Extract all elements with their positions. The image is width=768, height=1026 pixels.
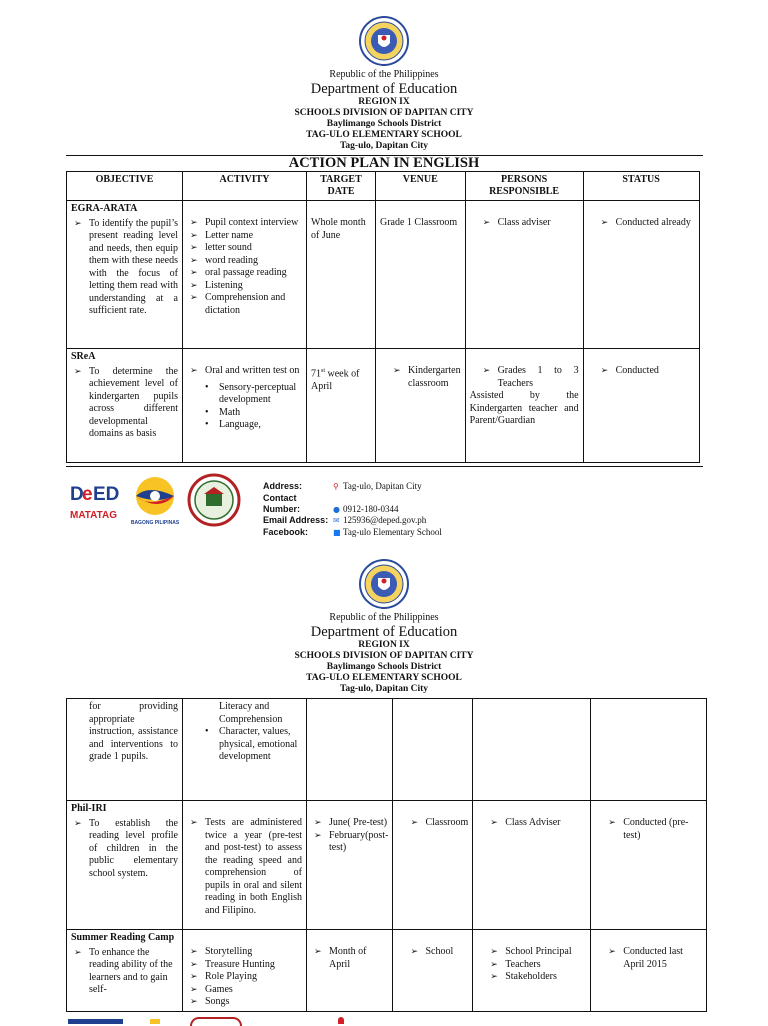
list-item: ➢ Role Playing	[187, 971, 302, 984]
objective-cell	[67, 349, 183, 463]
venue: ➢ School	[407, 946, 468, 959]
persons-note: Assisted by the Kindergarten teacher and Parent/Guardian	[469, 390, 579, 426]
person: ➢ Grades 1 to 3 Teachers	[480, 365, 579, 390]
target-date-cell	[307, 930, 393, 1012]
deped-logo-partial	[68, 1019, 123, 1024]
persons-cell	[465, 349, 583, 463]
target-date: 71st week of April	[311, 368, 360, 392]
contact-label: Contact Number:	[263, 492, 301, 514]
bagong-pilipinas-logo-partial	[150, 1019, 160, 1024]
school-line: TAG-ULO ELEMENTARY SCHOOL	[306, 672, 462, 683]
status-cell	[583, 201, 699, 349]
persons-cell	[465, 201, 583, 349]
deped-seal-icon	[359, 15, 409, 67]
objective-text: ➢ To identify the pupil’s present reading level and needs, then equip them with these needs with the focus of letting them read with understanding at a sufficient rate.	[71, 218, 178, 318]
department-line: Department of Education	[310, 623, 458, 640]
list-item: • Sensory-perceptual development	[187, 382, 302, 407]
footer-rule	[66, 1011, 703, 1012]
status: ➢ Conducted already	[598, 217, 695, 230]
objective-cell	[67, 201, 183, 349]
target-date: Whole month of June	[311, 217, 366, 241]
activity-cell	[183, 801, 307, 930]
activity-text: ➢ Oral and written test on	[187, 365, 302, 378]
person: ➢ Class adviser	[480, 217, 579, 230]
target-date-cell	[307, 201, 376, 349]
col-target-date: TARGET DATE	[307, 172, 376, 201]
status-cell	[591, 801, 707, 930]
persons-cell	[473, 801, 591, 930]
activity-cell	[183, 349, 307, 463]
objective-cell	[67, 699, 183, 801]
school-line: TAG-ULO ELEMENTARY SCHOOL	[306, 129, 462, 140]
objective-text-continued: for providing appropriate instruction, assistance and interventions to grade 1 pupils.	[89, 701, 178, 762]
letterhead	[0, 612, 768, 695]
contact-block	[263, 481, 442, 539]
status-cell	[583, 349, 699, 463]
department-line: Department of Education	[310, 80, 458, 97]
region-line: REGION IX	[358, 640, 410, 651]
location-pin-icon	[338, 1017, 344, 1024]
section-label: EGRA-ARATA	[71, 203, 138, 214]
letterhead	[0, 69, 768, 152]
contact-value: 0912-180-0344	[343, 503, 399, 514]
section-label: Summer Reading Camp	[71, 932, 175, 943]
email-label: Email Address:	[263, 515, 329, 526]
address-label: Address:	[263, 481, 303, 491]
col-activity: ACTIVITY	[183, 172, 307, 201]
svg-text:D: D	[70, 484, 84, 505]
list-item: ➢ Songs	[187, 996, 302, 1009]
table-row	[67, 349, 700, 463]
list-item-continued: Literacy and Comprehension	[219, 701, 283, 725]
list-item: ➢ Listening	[187, 280, 302, 293]
activity-cell	[183, 930, 307, 1012]
target-date: ➢ June( Pre-test)	[311, 817, 388, 830]
objective-text: ➢ To determine the achievement level of kindergarten pupils across different developmental domains as basis	[71, 366, 178, 441]
address-value: Tag-ulo, Dapitan City	[343, 481, 422, 491]
col-venue: VENUE	[376, 172, 466, 201]
activity-text: ➢ Tests are administered twice a year (pre-test and post-test) to assess the reading speed and comprehension of pupils in oral and silent reading in both English and Filipino.	[187, 817, 302, 917]
person: ➢ Class Adviser	[487, 817, 586, 830]
target-date-cell	[307, 801, 393, 930]
page-2	[0, 543, 768, 1024]
venue-cell	[376, 349, 466, 463]
list-item: ➢ Comprehension and dictation	[187, 292, 302, 317]
table-row	[67, 201, 700, 349]
list-item: ➢ Storytelling	[187, 946, 302, 959]
republic-line: Republic of the Philippines	[329, 69, 439, 80]
district-line: Baylimango Schools District	[326, 119, 442, 130]
table-header-row	[67, 172, 700, 201]
person: ➢ School Principal	[487, 946, 586, 959]
email-icon: ✉	[333, 516, 340, 526]
republic-line: Republic of the Philippines	[329, 612, 439, 623]
bagong-pilipinas-logo	[128, 474, 183, 526]
list-item: ➢ word reading	[187, 255, 302, 268]
target-date: ➢ Month of April	[311, 946, 388, 971]
division-line: SCHOOLS DIVISION OF DAPITAN CITY	[294, 108, 474, 119]
activity-cell	[183, 201, 307, 349]
document-title: ACTION PLAN IN ENGLISH	[288, 155, 480, 171]
venue-cell	[376, 201, 466, 349]
list-item: • Character, values, physical, emotional development	[187, 726, 302, 764]
division-line: SCHOOLS DIVISION OF DAPITAN CITY	[294, 651, 474, 662]
region-line: REGION IX	[358, 97, 410, 108]
school-seal-partial	[190, 1017, 242, 1026]
objective-cell	[67, 930, 183, 1012]
facebook-icon: ■	[333, 528, 341, 538]
location-line: Tag-ulo, Dapitan City	[339, 140, 429, 151]
objective-text: ➢ To enhance the reading ability of the learners and to gain self-	[71, 947, 178, 997]
svg-text:e: e	[82, 484, 93, 505]
objective-cell	[67, 801, 183, 930]
list-item: • Language,	[187, 419, 302, 432]
deped-matatag-logo	[68, 478, 123, 522]
list-item: ➢ Treasure Hunting	[187, 959, 302, 972]
status: ➢ Conducted	[598, 365, 695, 378]
svg-text:ED: ED	[93, 484, 120, 505]
svg-text:BAGONG PILIPINAS: BAGONG PILIPINAS	[130, 520, 180, 526]
facebook-value: Tag-ulo Elementary School	[343, 527, 442, 538]
target-date-cell	[307, 349, 376, 463]
persons-cell	[473, 930, 591, 1012]
person: ➢ Teachers	[487, 959, 586, 972]
table-row	[67, 699, 707, 801]
venue: Grade 1 Classroom	[380, 217, 458, 228]
facebook-label: Facebook:	[263, 527, 309, 538]
list-item: ➢ oral passage reading	[187, 267, 302, 280]
venue-cell	[393, 930, 473, 1012]
deped-seal-icon	[359, 558, 409, 610]
school-seal-icon	[187, 473, 241, 527]
action-plan-table-page1	[66, 171, 700, 463]
list-item: ➢ letter sound	[187, 242, 302, 255]
status: ➢ Conducted last April 2015	[605, 946, 702, 971]
list-item: • Math	[187, 407, 302, 420]
list-item: ➢ Letter name	[187, 230, 302, 243]
action-plan-table-page2	[66, 698, 707, 1012]
venue: ➢ Kindergarten classroom	[390, 365, 461, 390]
list-item: ➢ Games	[187, 984, 302, 997]
person: ➢ Stakeholders	[487, 971, 586, 984]
table-row	[67, 801, 707, 930]
col-persons: PERSONS RESPONSIBLE	[465, 172, 583, 201]
list-item: ➢ Pupil context interview	[187, 217, 302, 230]
section-label: SReA	[71, 351, 96, 362]
col-objective: OBJECTIVE	[67, 172, 183, 201]
location-pin-icon: ⚲	[333, 482, 339, 491]
objective-text: ➢ To establish the reading level profile of children in the public elementary school system.	[71, 818, 178, 881]
location-line: Tag-ulo, Dapitan City	[339, 683, 429, 694]
status: ➢ Conducted (pre-test)	[605, 817, 702, 842]
venue: ➢ Classroom	[407, 817, 468, 830]
svg-text:MATATAG: MATATAG	[70, 510, 118, 521]
col-status: STATUS	[583, 172, 699, 201]
district-line: Baylimango Schools District	[326, 662, 442, 673]
footer-rule	[66, 466, 703, 467]
email-value: 125936@deped.gov.ph	[343, 515, 427, 526]
target-date: ➢ February(post-test)	[311, 830, 388, 855]
venue-cell	[393, 801, 473, 930]
phone-icon: ●	[333, 504, 340, 514]
section-label: Phil-IRI	[71, 803, 107, 814]
status-cell	[591, 930, 707, 1012]
table-row	[67, 930, 707, 1012]
activity-cell	[183, 699, 307, 801]
